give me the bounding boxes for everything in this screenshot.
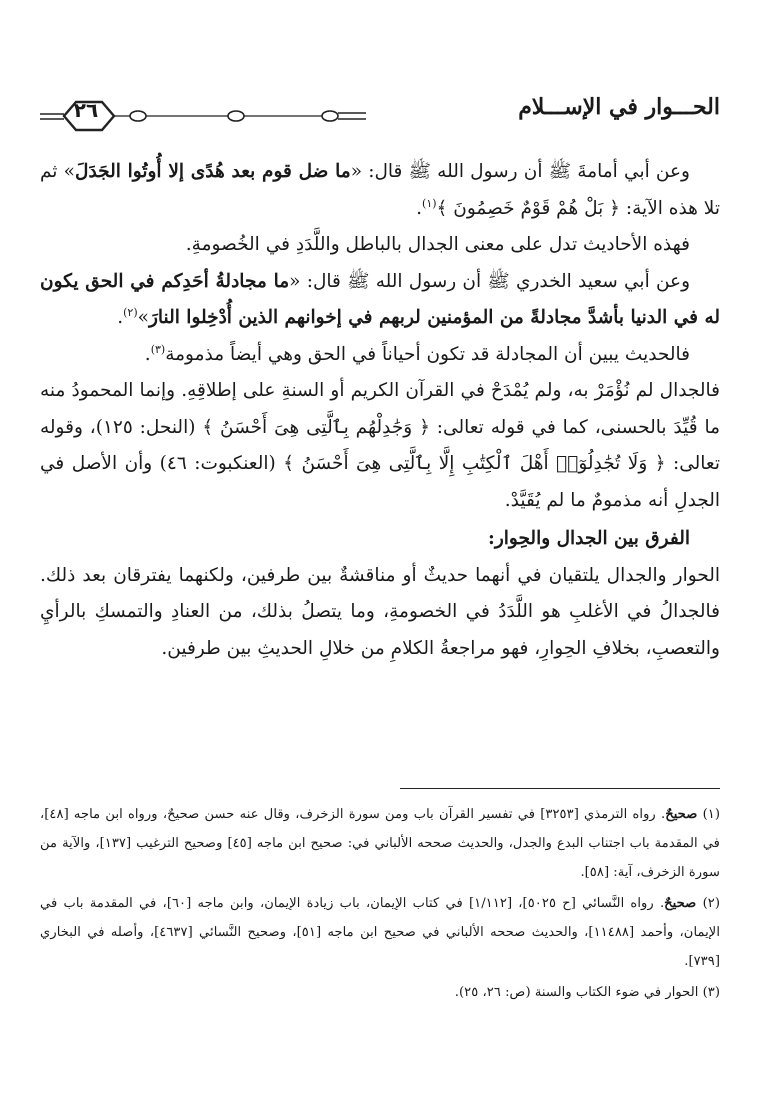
footnote-3-text: الحوار في ضوء الكتاب والسنة (ص: ٢٦، ٢٥). <box>454 985 699 1000</box>
footnote-1-number: (١) <box>702 807 720 822</box>
p3-intro: وعن أبي سعيد الخدري ﷺ أن رسول الله ﷺ قال: « <box>289 270 691 292</box>
p3-hadith: ما مجادلةُ أحَدِكم في الحق يكون له في الدنيا بأشدَّ مجادلةً من المؤمنين لربهم في إخوانهم الذين أُدْخِلوا النارَ <box>40 270 720 328</box>
paragraph-3: وعن أبي سعيد الخدري ﷺ أن رسول الله ﷺ قال: «ما مجادلةُ أحَدِكم في الحق يكون له في الدنيا بأشدَّ مجادلةً من المؤمنين لربهم في إخوانهم الذين أُدْخِلوا النارَ»$^{(٢)}$. <box>40 270 720 328</box>
footnote-ref-1[interactable]: (١) <box>422 196 437 210</box>
paragraph-6: الحوار والجدال يلتقيان في أنهما حديثٌ أو مناقشةٌ بين طرفين، ولكنهما يفترقان بعد ذلك. فالجدالُ في الأغلبِ هو اللَّدَدُ في الخصومةِ، وما يتصلُ بذلك، من العنادِ والتمسكِ بالرأيِ والتعصبِ، بخلافِ الحِوارِ، فهو مراجعةُ الكلامِ من خلالِ الحديثِ بين طرفين. <box>40 564 720 659</box>
footnote-divider <box>400 788 720 789</box>
section-heading: الفرق بين الجدال والحِوار: <box>488 528 690 549</box>
footnote-3 <box>40 978 720 1007</box>
footnote-2-text: . رواه النَّسائي [ح ٥٠٢٥]، [١/١١٢] في كتاب الإيمان، باب زيادة الإيمان، وابن ماجه [٦٠]، في المقدمة باب في الإيمان، وأحمد [١١٤٨٨]، والحديث صححه الألباني في صحيح ابن ماجه [٥١]، وصحيح النَّسائي [٤٦٣٧]، وأصله في البخاري [٧٣٩]. <box>40 896 720 969</box>
footnote-1-grade: صحيحٌ <box>665 807 698 822</box>
footnote-1 <box>40 800 720 887</box>
running-title: الحـــوار في الإســـلام <box>518 94 720 120</box>
footnote-2-grade: صحيحٌ <box>664 896 697 911</box>
footnotes <box>40 800 720 1009</box>
footnote-ref-2[interactable]: (٢) <box>123 305 138 319</box>
p4-text: فالحديث يبين أن المجادلة قد تكون أحياناً في الحق وهي أيضاً مذمومة <box>165 343 690 365</box>
paragraph-4: فالحديث يبين أن المجادلة قد تكون أحياناً في الحق وهي أيضاً مذمومة$^{(٣)}$. <box>144 342 690 365</box>
p3-close: » <box>137 307 149 328</box>
footnote-ref-3[interactable]: (٣) <box>150 342 166 356</box>
footnote-1-text: . رواه الترمذي [٣٢٥٣] في تفسير القرآن باب ومن سورة الزخرف، وقال عنه حسن صحيحٌ، ورواه ابن ماجه [٤٨]، في المقدمة باب اجتناب البدع والجدل، والحديث صححه الألباني في: صحيح ابن ماجه [٤٥] وصحيح الترغيب [١٣٧]، والآية من سورة الزخرف، آية: [٥٨]. <box>40 807 720 880</box>
page-number: ٢٦ <box>73 98 99 122</box>
p1-verse: » ثم تلا هذه الآية: ﴿ بَلْ هُمْ قَوْمٌ خَصِمُونَ ﴾ <box>40 161 720 219</box>
main-text <box>40 154 720 667</box>
p1-intro: وعن أبي أمامةَ ﷺ أن رسول الله ﷺ قال: « <box>350 161 690 182</box>
page-header <box>40 92 720 142</box>
paragraph-1: وعن أبي أمامةَ ﷺ أن رسول الله ﷺ قال: «ما ضل قوم بعد هُدًى إلا أُوتُوا الجَدَلَ» ثم تلا هذه الآية: ﴿ بَلْ هُمْ قَوْمٌ خَصِمُونَ ﴾$^{(١)}$. <box>40 161 720 219</box>
paragraph-2: فهذه الأحاديث تدل على معنى الجدال بالباطل واللَّدَدِ في الخُصومةِ. <box>185 234 690 255</box>
footnote-2 <box>40 889 720 976</box>
footnote-3-number: (٣) <box>702 985 720 1000</box>
p1-hadith: ما ضل قوم بعد هُدًى إلا أُوتُوا الجَدَلَ <box>75 161 351 182</box>
paragraph-5: فالجدال لم نُؤْمَرْ به، ولم يُمْدَحْ في القرآن الكريم أو السنةِ على إطلاقِهِ. وإنما المحمودُ منه ما قُيِّدَ بالحسنى، كما في قوله تعالى: ﴿ وَجَٰدِلْهُم بِٱلَّتِى هِىَ أَحْسَنُ ﴾ (النحل: ١٢٥)، وقوله تعالى: ﴿ وَلَا تُجَٰدِلُوٓا۟ أَهْلَ ٱلْكِتَٰبِ إِلَّا بِٱلَّتِى هِىَ أَحْسَنُ ﴾ (العنكبوت: ٤٦) وأن الأصل في الجدلِ أنه مذمومٌ ما لم يُقَيَّدْ. <box>40 380 720 511</box>
footnote-2-number: (٢) <box>702 896 720 911</box>
